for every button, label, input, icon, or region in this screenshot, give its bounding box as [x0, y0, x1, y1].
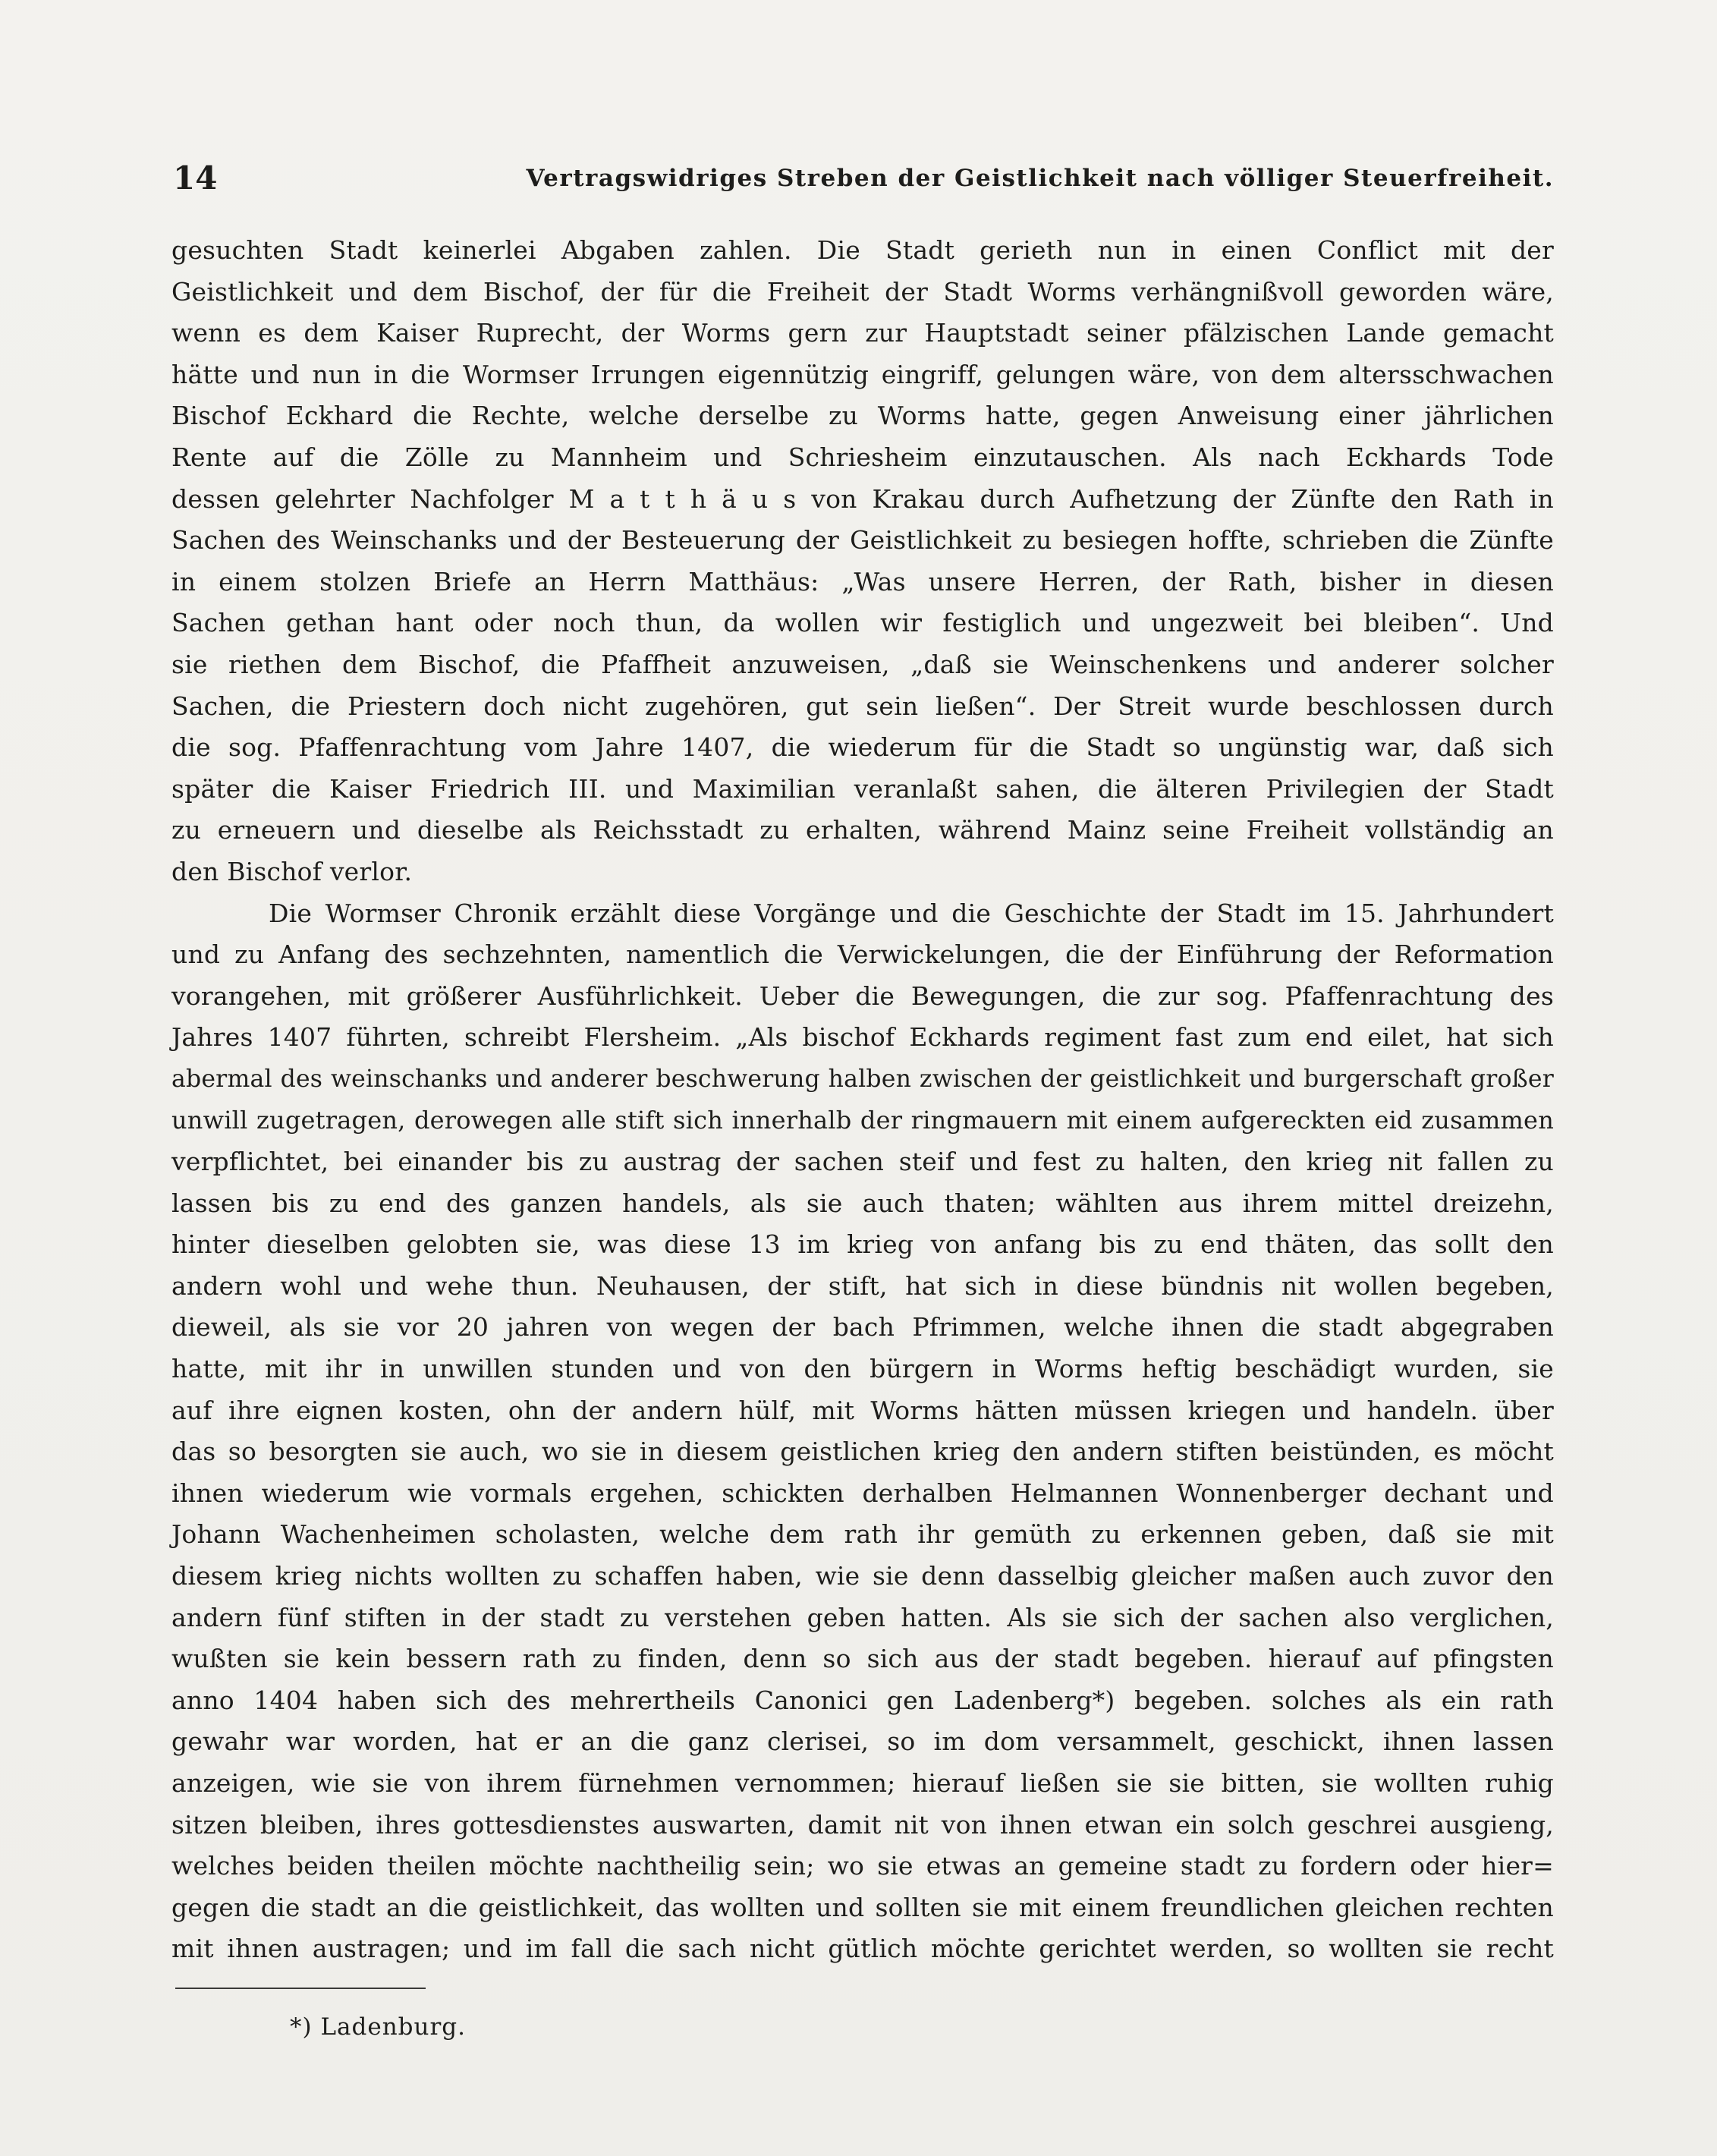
text-line: vorangehen, mit größerer Ausführlichkeit. Ueber die Bewegungen, die zur sog. Pfaffenrachtung des [171, 980, 1554, 1011]
text-line: gesuchten Stadt keinerlei Abgaben zahlen. Die Stadt gerieth nun in einen Conflict mit der [171, 235, 1554, 265]
text-line: Die Wormser Chronik erzählt diese Vorgänge und die Geschichte der Stadt im 15. Jahrhundert [269, 898, 1554, 928]
text-line: hatte, mit ihr in unwillen stunden und von den bürgern in Worms heftig beschädigt wurden, sie [171, 1354, 1554, 1384]
text-line: Sachen gethan hant oder noch thun, da wollen wir festiglich und ungezweit bei bleiben“. Und [171, 608, 1554, 638]
text-line: abermal des weinschanks und anderer beschwerung halben zwischen der geistlichkeit und burgerschaft großer [171, 1065, 1554, 1093]
text-line: unwill zugetragen, derowegen alle stift sich innerhalb der ringmauern mit einem aufgereckten eid zusammen [171, 1106, 1554, 1135]
text-line: dieweil, als sie vor 20 jahren von wegen der bach Pfrimmen, welche ihnen die stadt abgegraben [171, 1312, 1554, 1342]
text-line: andern wohl und wehe thun. Neuhausen, der stift, hat sich in diese bündnis nit wollen begeben, [171, 1270, 1554, 1301]
text-line: wußten sie kein bessern rath zu finden, denn so sich aus der stadt begeben. hierauf auf pfingsten [171, 1644, 1554, 1674]
text-line: das so besorgten sie auch, wo sie in diesem geistlichen krieg den andern stiften beistünden, es möcht [171, 1437, 1554, 1467]
text-line: die sog. Pfaffenrachtung vom Jahre 1407, die wiederum für die Stadt so ungünstig war, daß sich [171, 732, 1554, 763]
text-line: welches beiden theilen möchte nachtheilig sein; wo sie etwas an gemeine stadt zu fordern oder hier= [171, 1851, 1554, 1881]
running-head: Vertragswidriges Streben der Geistlichkeit nach völliger Steuerfreiheit. [526, 165, 1554, 192]
footnote-divider [175, 1988, 426, 1989]
text-line: hätte und nun in die Wormser Irrungen eigennützig eingriff, gelungen wäre, von dem altersschwachen [171, 359, 1554, 389]
text-line: anno 1404 haben sich des mehrertheils Canonici gen Ladenberg*) begeben. solches als ein rath [171, 1685, 1554, 1715]
text-line: andern fünf stiften in der stadt zu verstehen geben hatten. Als sie sich der sachen also verglichen, [171, 1602, 1554, 1632]
text-line: sitzen bleiben, ihres gottesdienstes auswarten, damit nit von ihnen etwan ein solch geschrei ausgieng, [171, 1809, 1554, 1840]
text-line: verpflichtet, bei einander bis zu austrag der sachen steif und fest zu halten, den krieg nit fallen zu [171, 1147, 1554, 1177]
text-line: dessen gelehrter Nachfolger M a t t h ä u s von Krakau durch Aufhetzung der Zünfte den Rath in [171, 483, 1554, 514]
text-line: Bischof Eckhard die Rechte, welche derselbe zu Worms hatte, gegen Anweisung einer jährlichen [171, 401, 1554, 431]
footnote: *) Ladenburg. [290, 2013, 466, 2041]
text-line: Jahres 1407 führten, schreibt Flersheim. „Als bischof Eckhards regiment fast zum end eilet, hat sich [171, 1022, 1554, 1053]
text-line: auf ihre eignen kosten, ohn der andern hülf, mit Worms hätten müssen kriegen und handeln. über [171, 1395, 1554, 1425]
paragraph-1 [171, 230, 1554, 893]
text-line: Sachen, die Priestern doch nicht zugehören, gut sein ließen“. Der Streit wurde beschlossen durch [171, 691, 1554, 721]
text-line: hinter dieselben gelobten sie, was diese 13 im krieg von anfang bis zu end thäten, das sollt den [171, 1229, 1554, 1260]
text-line: sie riethen dem Bischof, die Pfaffheit anzuweisen, „daß sie Weinschenkens und anderer solcher [171, 649, 1554, 679]
text-line: gegen die stadt an die geistlichkeit, das wollten und sollten sie mit einem freundlichen gleichen rechten [171, 1892, 1554, 1922]
text-line: mit ihnen austragen; und im fall die sach nicht gütlich möchte gerichtet werden, so wollten sie recht [171, 1934, 1554, 1964]
text-line: ihnen wiederum wie vormals ergehen, schickten derhalben Helmannen Wonnenberger dechant und [171, 1478, 1554, 1508]
text-line: Rente auf die Zölle zu Mannheim und Schriesheim einzutauschen. Als nach Eckhards Tode [171, 442, 1554, 472]
text-line: den Bischof verlor. [171, 856, 413, 886]
text-line: Johann Wachenheimen scholasten, welche dem rath ihr gemüth zu erkennen geben, daß sie mit [171, 1519, 1554, 1550]
text-line: lassen bis zu end des ganzen handels, als sie auch thaten; wählten aus ihrem mittel dreizehn, [171, 1188, 1554, 1218]
page-header [173, 156, 1554, 201]
text-line: in einem stolzen Briefe an Herrn Matthäus: „Was unsere Herren, der Rath, bisher in diesen [171, 566, 1554, 596]
body-text [171, 230, 1554, 1970]
text-line: Geistlichkeit und dem Bischof, der für die Freiheit der Stadt Worms verhängnißvoll geworden wäre, [171, 276, 1554, 307]
text-line: gewahr war worden, hat er an die ganz clerisei, so im dom versammelt, geschickt, ihnen lassen [171, 1726, 1554, 1757]
text-line: diesem krieg nichts wollten zu schaffen haben, wie sie denn dasselbig gleicher maßen auch zuvor den [171, 1561, 1554, 1591]
text-line: und zu Anfang des sechzehnten, namentlich die Verwickelungen, die der Einführung der Reformation [171, 940, 1554, 970]
text-line: anzeigen, wie sie von ihrem fürnehmen vernommen; hierauf ließen sie sie bitten, sie wollten ruhig [171, 1767, 1554, 1798]
page-number: 14 [173, 159, 218, 197]
paragraph-2 [171, 893, 1554, 1970]
text-line: zu erneuern und dieselbe als Reichsstadt zu erhalten, während Mainz seine Freiheit vollständig an [171, 815, 1554, 845]
text-line: wenn es dem Kaiser Ruprecht, der Worms gern zur Hauptstadt seiner pfälzischen Lande gemacht [171, 318, 1554, 348]
text-line: Sachen des Weinschanks und der Besteuerung der Geistlichkeit zu besiegen hoffte, schrieben die Zünfte [171, 525, 1554, 556]
text-line: später die Kaiser Friedrich III. und Maximilian veranlaßt sahen, die älteren Privilegien der Stadt [171, 773, 1554, 804]
